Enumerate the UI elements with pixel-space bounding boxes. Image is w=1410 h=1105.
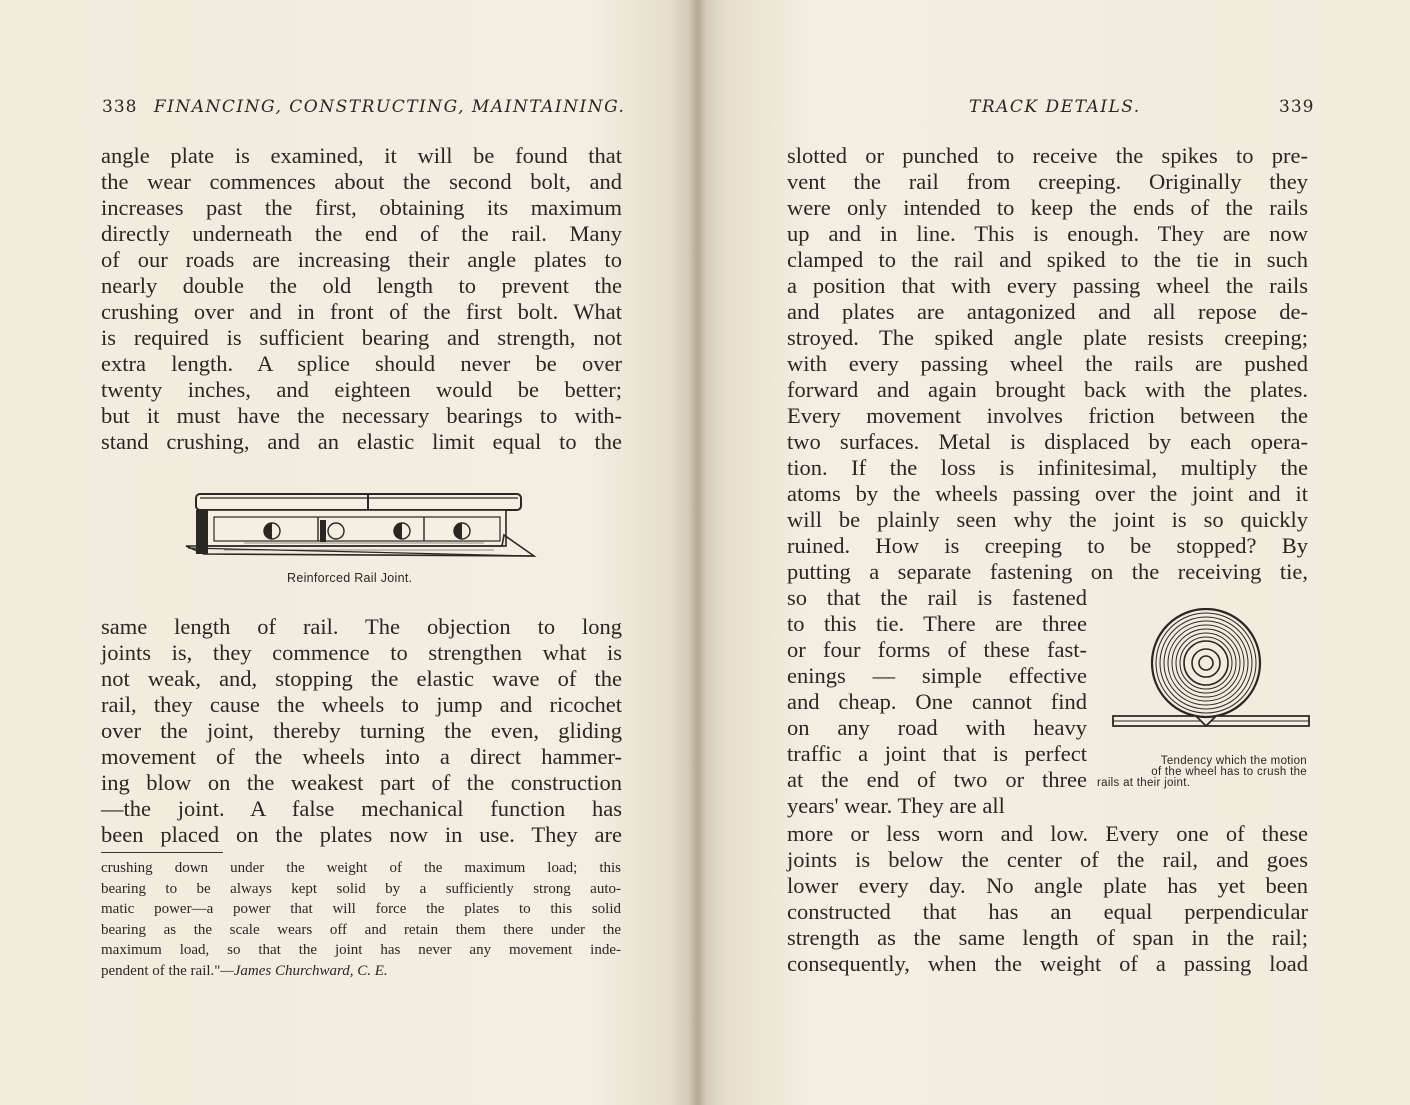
right-paragraph-top [787, 143, 1308, 585]
text-line: so that the rail is fastened [787, 585, 1087, 610]
text-line: but it must have the necessary bearings to with- [101, 403, 622, 428]
text-line: nearly double the old length to prevent the [101, 273, 622, 298]
left-figure-caption: Reinforced Rail Joint. [287, 571, 413, 585]
right-page-number [1279, 97, 1314, 117]
text-line: strength as the same length of span in the rail; [787, 925, 1308, 950]
left-paragraph-bottom [101, 614, 622, 848]
text-line: will be plainly seen why the joint is so quickly [787, 507, 1308, 532]
text-line: ing blow on the weakest part of the construction [101, 770, 622, 795]
right-running-title [969, 97, 1141, 117]
text-line: angle plate is examined, it will be found that [101, 143, 622, 168]
footnote-line: matic power—a power that will force the plates to this solid [101, 901, 621, 917]
text-line: to this tie. There are three [787, 611, 1087, 636]
text-line: two surfaces. Metal is displaced by each opera- [787, 429, 1308, 454]
text-line: stroyed. The spiked angle plate resists creeping; [787, 325, 1308, 350]
text-line: or four forms of these fast- [787, 637, 1087, 662]
text-line: constructed that has an equal perpendicular [787, 899, 1308, 924]
text-line: joints is, they commence to strengthen what is [101, 640, 622, 665]
text-line: years' wear. They are all [787, 793, 1005, 818]
footnote-line: bearing as the scale wears off and retain them there under the [101, 921, 621, 938]
text-line: movement of the wheels into a direct hammer- [101, 744, 622, 769]
text-line: vent the rail from creeping. Originally they [787, 169, 1308, 194]
footnote-line: bearing to be always kept solid by a sufficiently strong auto- [101, 880, 621, 897]
text-line: Every movement involves friction between the [787, 403, 1308, 428]
left-running-head [102, 97, 625, 117]
left-running-title: FINANCING, CONSTRUCTING, MAINTAINING. [153, 97, 626, 117]
text-line: on any road with heavy [787, 715, 1087, 740]
right-running-title-text: TRACK DETAILS. [969, 97, 1141, 117]
footnote-author: —James Churchward, C. E. [220, 962, 388, 979]
wheel-on-rail-illustration [1110, 608, 1310, 736]
caption-line: rails at their joint. [1097, 777, 1191, 789]
text-line: increases past the first, obtaining its maximum [101, 195, 622, 220]
text-line: lower every day. No angle plate has yet been [787, 873, 1308, 898]
text-line: directly underneath the end of the rail. Many [101, 221, 622, 246]
text-line: putting a separate fastening on the receiving tie, [787, 559, 1308, 584]
right-figure-caption [1097, 756, 1307, 789]
right-page-number-text: 339 [1279, 97, 1315, 117]
text-line: —the joint. A false mechanical function has [101, 796, 622, 821]
footnote-rule [101, 852, 223, 853]
text-line: extra length. A splice should never be over [101, 351, 622, 376]
text-line: at the end of two or three [787, 767, 1087, 792]
right-paragraph-bottom [787, 821, 1308, 977]
text-line: not weak, and, stopping the elastic wave of the [101, 666, 622, 691]
text-line: were only intended to keep the ends of the rails [787, 195, 1308, 220]
left-paragraph-top [101, 143, 622, 455]
text-line: same length of rail. The objection to long [101, 614, 622, 639]
right-page [705, 0, 1410, 1105]
text-line: tion. If the loss is infinitesimal, multiply the [787, 455, 1308, 480]
text-line: twenty inches, and eighteen would be better; [101, 377, 622, 402]
left-page-number: 338 [102, 97, 138, 117]
text-line: clamped to the rail and spiked to the tie in such [787, 247, 1308, 272]
footnote-line: crushing down under the weight of the maximum load; this [101, 860, 621, 876]
text-line: forward and again brought back with the plates. [787, 377, 1308, 402]
book-gutter [690, 0, 705, 1105]
text-line: with every passing wheel the rails are pushed [787, 351, 1308, 376]
text-line: up and in line. This is enough. They are now [787, 221, 1308, 246]
text-line: of our roads are increasing their angle plates to [101, 247, 622, 272]
text-line: and cheap. One cannot find [787, 689, 1087, 714]
text-line: a position that with every passing wheel the rails [787, 273, 1308, 298]
footnote-line: maximum load, so that the joint has never any movement inde- [101, 942, 621, 958]
text-line: enings — simple effective [787, 663, 1087, 688]
text-line: stand crushing, and an elastic limit equal to the [101, 429, 622, 454]
right-paragraph-narrow [787, 585, 1087, 819]
reinforced-rail-joint-illustration [184, 490, 540, 562]
text-line: consequently, when the weight of a passing load [787, 951, 1308, 976]
text-line: is required is sufficient bearing and strength, not [101, 325, 622, 350]
text-line: rail, they cause the wheels to jump and ricochet [101, 692, 622, 717]
text-line: ruined. How is creeping to be stopped? By [787, 533, 1308, 558]
left-page [0, 0, 690, 1105]
text-line: been placed on the plates now in use. They are [101, 822, 622, 847]
caption-line: of the wheel has to crush the [1151, 766, 1307, 778]
text-line: and plates are antagonized and all repose de- [787, 299, 1308, 324]
text-line: crushing over and in front of the first bolt. What [101, 299, 622, 324]
footnote-last-line [101, 961, 621, 982]
text-line: atoms by the wheels passing over the joint and it [787, 481, 1308, 506]
text-line: over the joint, thereby turning the even, gliding [101, 718, 622, 743]
caption-line: Tendency which the motion [1160, 755, 1307, 767]
text-line: the wear commences about the second bolt, and [101, 169, 622, 194]
text-line: slotted or punched to receive the spikes to pre- [787, 143, 1308, 168]
footnote-line: pendent of the rail." [101, 962, 221, 979]
text-line: more or less worn and low. Every one of these [787, 821, 1308, 846]
footnote [101, 858, 621, 981]
text-line: traffic a joint that is perfect [787, 741, 1087, 766]
text-line: joints is below the center of the rail, and goes [787, 847, 1308, 872]
